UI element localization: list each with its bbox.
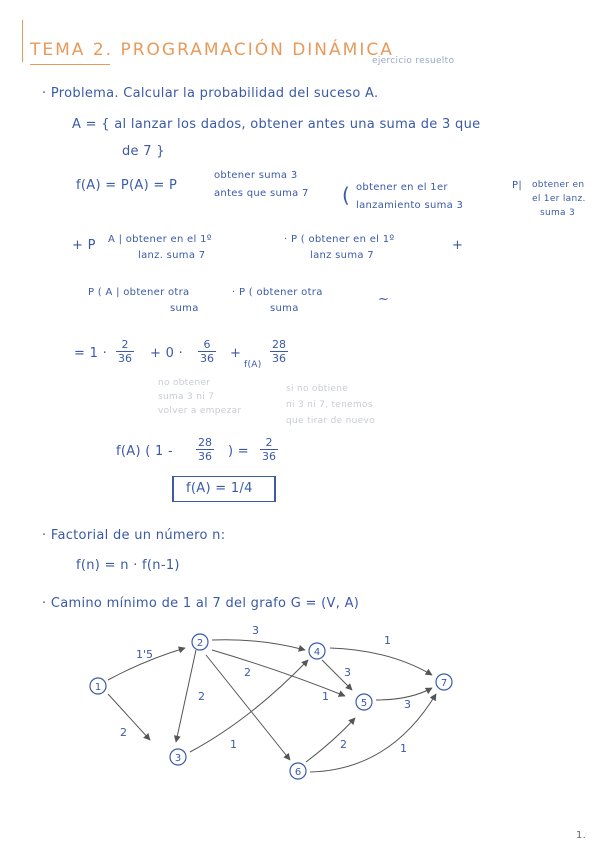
edge-6-7 [310,694,436,772]
eq1-right-mid: el 1er lanz. [532,194,586,204]
problem-definition-line2: de 7 } [122,144,165,159]
eq3-b-bottom: suma [270,303,299,314]
eq5-fraction-2-numerator: 2 [260,436,278,450]
graph-node-4-label: 4 [313,647,321,658]
weight-3-4: 1 [230,738,237,751]
weight-6-5: 2 [340,738,347,751]
faint-note-right-2: ni 3 ni 7, tenemos [286,400,373,410]
eq3-b-top: · P ( obtener otra [232,287,323,298]
eq1-mid-bottom: lanzamiento suma 3 [356,200,464,211]
faint-note-right-1: si no obtiene [286,384,349,394]
weight-4-7: 1 [384,634,391,647]
weight-1-3: 2 [120,726,127,739]
factorial-formula: f(n) = n · f(n-1) [76,558,180,573]
eq4-fraction-3-numerator: 28 [272,338,286,351]
weight-5-7: 3 [404,698,411,711]
weight-1-2: 1'5 [136,648,154,661]
weight-2-5: 1 [322,690,329,703]
edge-1-3 [108,694,150,740]
problem-definition-line1: A = { al lanzar los dados, obtener antes una suma de 3 que [72,117,481,132]
edge-2-3 [176,650,196,742]
eq2-b-top: · P ( obtener en el 1º [284,234,395,245]
eq1-condition-top: obtener suma 3 [214,170,298,181]
weight-6-7: 1 [400,742,407,755]
eq4-start: = 1 · [74,346,108,361]
eq3-suffix: ~ [378,292,390,307]
edge-6-5 [306,718,355,762]
eq4-fa-label: f(A) [244,360,262,370]
factorial-intro: · Factorial de un número n: [42,528,226,543]
faint-note-right-3: que tirar de nuevo [286,416,375,426]
eq1-condition-bottom: antes que suma 7 [214,188,309,199]
eq4-plus: + [230,346,242,361]
page-subtitle: ejercicio resuelto [372,56,455,66]
weight-2-3: 2 [198,690,205,703]
eq5-fraction-1-numerator: 28 [198,436,212,449]
eq1-p: P| [512,180,522,191]
edge-2-4 [212,640,305,650]
eq2-suffix: + [452,238,464,253]
eq5-fraction-1-denominator: 36 [198,450,212,463]
eq5-equals: ) = [228,444,249,459]
result-value: f(A) = 1/4 [186,481,253,496]
eq5-fraction-2-denominator: 36 [262,450,276,463]
eq4-fraction-1-denominator: 36 [118,352,132,365]
eq1-mid-top: obtener en el 1er [356,182,448,193]
graph-node-2-label: 2 [196,638,204,649]
eq4-fraction-3-denominator: 36 [272,352,286,365]
eq2-prefix: + P [72,238,96,253]
eq1-left: f(A) = P(A) = P [76,178,178,193]
weight-4-5: 3 [344,666,351,679]
graph-node-3-label: 3 [174,753,182,764]
graph-intro: · Camino mínimo de 1 al 7 del grafo G = (V, A) [42,596,360,611]
eq3-a-bottom: suma [170,303,199,314]
eq4-fraction-2-denominator: 36 [200,352,214,365]
eq1-right-top: obtener en [532,180,585,190]
eq2-b-bottom: lanz suma 7 [310,250,374,261]
problem-intro: · Problema. Calcular la probabilidad del suceso A. [42,86,379,101]
faint-note-left-2: suma 3 ni 7 [158,392,215,402]
faint-note-left-3: volver a empezar [158,406,242,416]
weight-2-6: 2 [244,666,251,679]
eq3-a-top: P ( A | obtener otra [88,287,190,298]
graph-node-7-label: 7 [440,678,448,689]
eq2-a-top: A | obtener en el 1º [108,234,212,245]
eq1-bar: ( [342,183,351,207]
page-title: TEMA 2. PROGRAMACIÓN DINÁMICA [30,40,394,60]
eq4-mid: + 0 · [150,346,184,361]
faint-note-left-1: no obtener [158,378,211,388]
weight-2-4: 3 [252,624,259,637]
page-mark: 1. [576,830,587,841]
graph-node-6-label: 6 [294,767,302,778]
eq5-left: f(A) ( 1 - [116,444,174,459]
eq1-right-bottom: suma 3 [540,208,576,218]
graph-node-1-label: 1 [94,682,102,693]
graph-node-5-label: 5 [360,698,368,709]
eq4-fraction-1-numerator: 2 [116,338,134,352]
eq2-a-bottom: lanz. suma 7 [138,250,206,261]
eq4-fraction-2-numerator: 6 [198,338,216,352]
